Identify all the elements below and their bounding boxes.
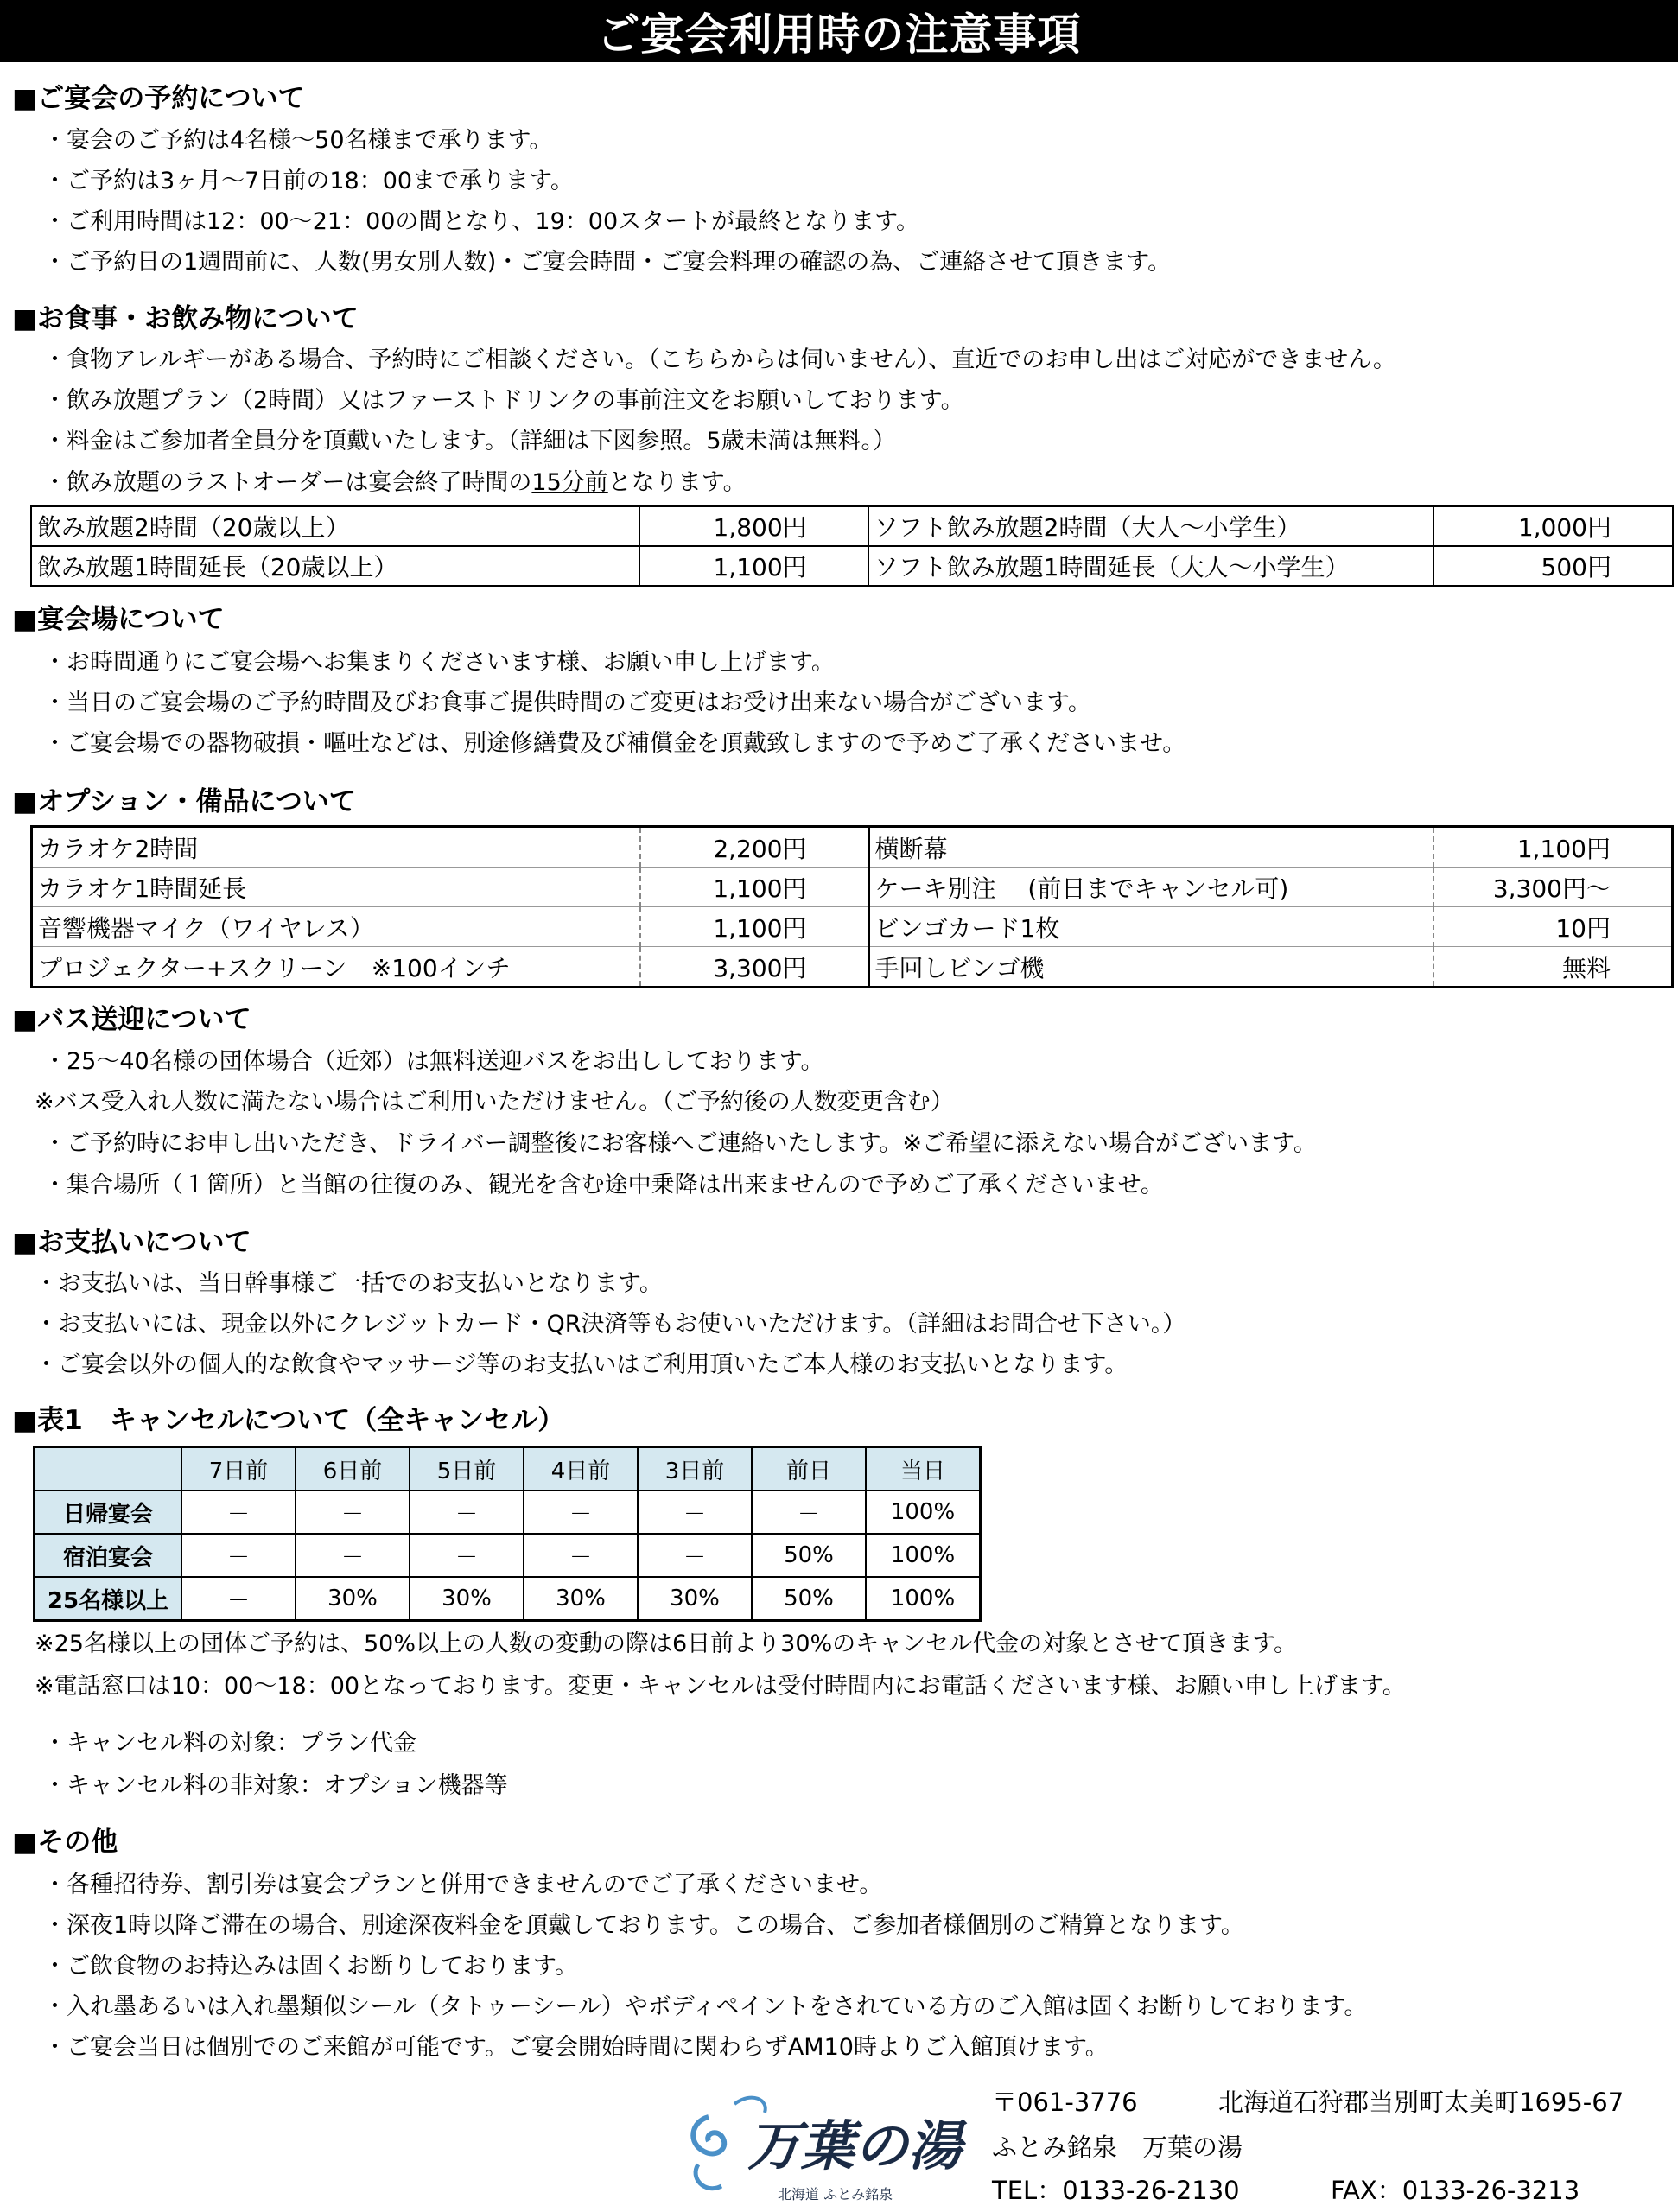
cancel-heading: ■表1 キャンセルについて（全キャンセル） (12, 1405, 565, 1436)
table-row (32, 868, 1673, 907)
table-cell: － (410, 1534, 524, 1577)
option-price: 1,100円 (1516, 834, 1611, 863)
table-cell: － (638, 1534, 752, 1577)
food-line: ・食物アレルギーがある場合、予約時にご相談ください。（こちらからは伺いません）、直近でのお申し出はご対応ができません。 (43, 346, 1396, 373)
row-header: 日帰宴会 (35, 1491, 182, 1534)
bus-line: ・25～40名様の団体場合（近郊）は無料送迎バスをお出ししております。 (43, 1048, 824, 1075)
table-cell: － (524, 1534, 638, 1577)
row-header: 宿泊宴会 (35, 1534, 182, 1577)
cancel-table (33, 1446, 982, 1622)
table-cell: 30% (296, 1577, 410, 1621)
payment-line: ・お支払いは、当日幹事様ご一括でのお支払いとなります。 (35, 1270, 663, 1297)
plan-price: 500円 (1433, 546, 1673, 586)
table-cell: － (410, 1491, 524, 1534)
column-header: 3日前 (638, 1447, 752, 1491)
venue-heading: ■宴会場について (12, 604, 225, 635)
last-order-line: ・飲み放題のラストオーダーは宴会終了時間の15分前となります。 (43, 469, 747, 496)
plan-price: 1,000円 (1433, 506, 1673, 546)
option-price: 3,300円 (640, 947, 868, 988)
table-header-row (35, 1447, 981, 1491)
drink-price-table (30, 505, 1674, 587)
table-cell: － (638, 1491, 752, 1534)
cancel-target: ・キャンセル料の対象：プラン代金 (43, 1730, 416, 1757)
manyo-no-yu-logo (683, 2082, 968, 2208)
reservation-line: ・ご予約は3ヶ月～7日前の18：00まで承ります。 (43, 168, 574, 194)
logo-subtitle: 北海道 ふとみ銘泉 (778, 2186, 893, 2202)
table-cell: 30% (410, 1577, 524, 1621)
row-header: 25名様以上 (35, 1577, 182, 1621)
column-header: 前日 (752, 1447, 866, 1491)
option-name: ビンゴカード1枚 (868, 907, 1433, 947)
options-heading: ■オプション・備品について (12, 786, 356, 817)
column-header: 当日 (866, 1447, 981, 1491)
table-cell: 100% (866, 1491, 981, 1534)
cancel-note: ※25名様以上の団体ご予約は、50%以上の人数の変動の際は6日前より30%のキャンセル代金の対象とさせて頂きます。 (35, 1630, 1298, 1657)
option-name: 横断幕 (868, 827, 1433, 868)
other-line: ・ご飲食物のお持込みは固くお断りしております。 (43, 1953, 578, 1980)
cancel-target: ・キャンセル料の非対象：オプション機器等 (43, 1772, 508, 1799)
table-cell: 30% (524, 1577, 638, 1621)
option-price: 無料 (1433, 947, 1673, 988)
plan-price: 1,800円 (639, 506, 868, 546)
option-price: 3,300円～ (1433, 868, 1673, 907)
table-cell: － (181, 1577, 296, 1621)
table-row (35, 1577, 981, 1621)
table-cell: 100% (866, 1534, 981, 1577)
food-line: ・料金はご参加者全員分を頂戴いたします。（詳細は下図参照。5歳未満は無料。） (43, 428, 897, 454)
option-price: 2,200円 (640, 827, 868, 868)
cancel-note: ※電話窓口は10：00～18：00となっております。変更・キャンセルは受付時間内にお電話くださいます様、お願い申し上げます。 (35, 1673, 1406, 1700)
column-header: 5日前 (410, 1447, 524, 1491)
food-line: ・飲み放題プラン（2時間）又はファーストドリンクの事前注文をお願いしております。 (43, 387, 964, 414)
column-header: 6日前 (296, 1447, 410, 1491)
option-price: 1,100円 (640, 907, 868, 947)
table-cell: 100% (866, 1577, 981, 1621)
plan-price: 1,100円 (639, 546, 868, 586)
column-header: 7日前 (181, 1447, 296, 1491)
address: 北海道石狩郡当別町太美町1695-67 (1218, 2088, 1624, 2117)
other-line: ・深夜1時以降ご滞在の場合、別途深夜料金を頂戴しております。この場合、ご参加者様個別のご精算となります。 (43, 1912, 1244, 1939)
table-row (32, 827, 1673, 868)
column-header: 4日前 (524, 1447, 638, 1491)
fax-number: FAX：0133-26-3213 (1331, 2176, 1580, 2205)
option-name: 音響機器マイク（ワイヤレス） (32, 907, 640, 947)
tel-number: TEL：0133-26-2130 (992, 2176, 1240, 2205)
option-name: 手回しビンゴ機 (868, 947, 1433, 988)
table-row (35, 1491, 981, 1534)
plan-name: ソフト飲み放題2時間（大人～小学生） (868, 506, 1434, 546)
reservation-line: ・ご利用時間は12：00～21：00の間となり、19：00スタートが最終となります。 (43, 208, 919, 235)
table-row (31, 546, 1673, 586)
bus-line: ・ご予約時にお申し出いただき、ドライバー調整後にお客様へご連絡いたします。※ご希望に添えない場合がございます。 (43, 1130, 1317, 1157)
payment-line: ・ご宴会以外の個人的な飲食やマッサージ等のお支払いはご利用頂いたご本人様のお支払いとなります。 (35, 1351, 1128, 1378)
option-price: 10円 (1433, 907, 1673, 947)
venue-line: ・ご宴会場での器物破損・嘔吐などは、別途修繕費及び補償金を頂戴致しますので予めご了承くださいませ。 (43, 730, 1186, 757)
other-line: ・入れ墨あるいは入れ墨類似シール（タトゥーシール）やボディペイントをされている方のご入館は固くお断りしております。 (43, 1993, 1368, 2020)
table-cell: 50% (752, 1534, 866, 1577)
table-cell: － (524, 1491, 638, 1534)
svg-text:万葉の湯: 万葉の湯 (747, 2114, 963, 2177)
table-cell: － (181, 1491, 296, 1534)
bus-note: ※バス受入れ人数に満たない場合はご利用いただけません。（ご予約後の人数変更含む） (35, 1089, 954, 1116)
reservation-heading: ■ご宴会の予約について (12, 83, 305, 114)
bus-heading: ■バス送迎について (12, 1004, 251, 1035)
options-table (30, 825, 1674, 988)
table-row (31, 506, 1673, 546)
other-line: ・各種招待券、割引券は宴会プランと併用できませんのでご了承くださいませ。 (43, 1872, 883, 1898)
food-heading: ■お食事・お飲み物について (12, 303, 359, 334)
reservation-line: ・宴会のご予約は4名様～50名様まで承ります。 (43, 127, 553, 154)
other-line: ・ご宴会当日は個別でのご来館が可能です。ご宴会開始時間に関わらずAM10時よりご入館頂けます。 (43, 2034, 1109, 2061)
payment-line: ・お支払いには、現金以外にクレジットカード・QR決済等もお使いいただけます。（詳細はお問合せ下さい。） (35, 1311, 1186, 1338)
table-row (35, 1534, 981, 1577)
table-cell: 50% (752, 1577, 866, 1621)
table-cell: － (752, 1491, 866, 1534)
venue-line: ・お時間通りにご宴会場へお集まりくださいます様、お願い申し上げます。 (43, 649, 835, 676)
plan-name: ソフト飲み放題1時間延長（大人～小学生） (868, 546, 1434, 586)
table-row (32, 947, 1673, 988)
postal-code: 〒061-3776 (992, 2088, 1138, 2117)
last-order-time: 15分前 (531, 469, 608, 496)
other-heading: ■その他 (12, 1827, 118, 1858)
reservation-line: ・ご予約日の1週間前に、人数(男女別人数)・ご宴会時間・ご宴会料理の確認の為、ご連絡させて頂きます。 (43, 249, 1172, 276)
table-cell: － (181, 1534, 296, 1577)
plan-name: 飲み放題2時間（20歳以上） (31, 506, 639, 546)
option-name: ケーキ別注 (前日までキャンセル可) (868, 868, 1433, 907)
table-cell: － (296, 1491, 410, 1534)
bus-line: ・集合場所（１箇所）と当館の往復のみ、観光を含む途中乗降は出来ませんので予めご了承くださいませ。 (43, 1172, 1164, 1198)
option-price: 1,100円 (640, 868, 868, 907)
page-title: ご宴会利用時の注意事項 (0, 0, 1678, 62)
facility-name: ふとみ銘泉 万葉の湯 (992, 2133, 1243, 2162)
option-name: カラオケ1時間延長 (32, 868, 640, 907)
venue-line: ・当日のご宴会場のご予約時間及びお食事ご提供時間のご変更はお受け出来ない場合がございます。 (43, 690, 1091, 716)
table-row (32, 907, 1673, 947)
table-cell: － (296, 1534, 410, 1577)
table-cell: 30% (638, 1577, 752, 1621)
option-name: カラオケ2時間 (32, 827, 640, 868)
column-header (35, 1447, 182, 1491)
payment-heading: ■お支払いについて (12, 1227, 251, 1258)
option-name: プロジェクター+スクリーン ※100インチ (32, 947, 640, 988)
plan-name: 飲み放題1時間延長（20歳以上） (31, 546, 639, 586)
